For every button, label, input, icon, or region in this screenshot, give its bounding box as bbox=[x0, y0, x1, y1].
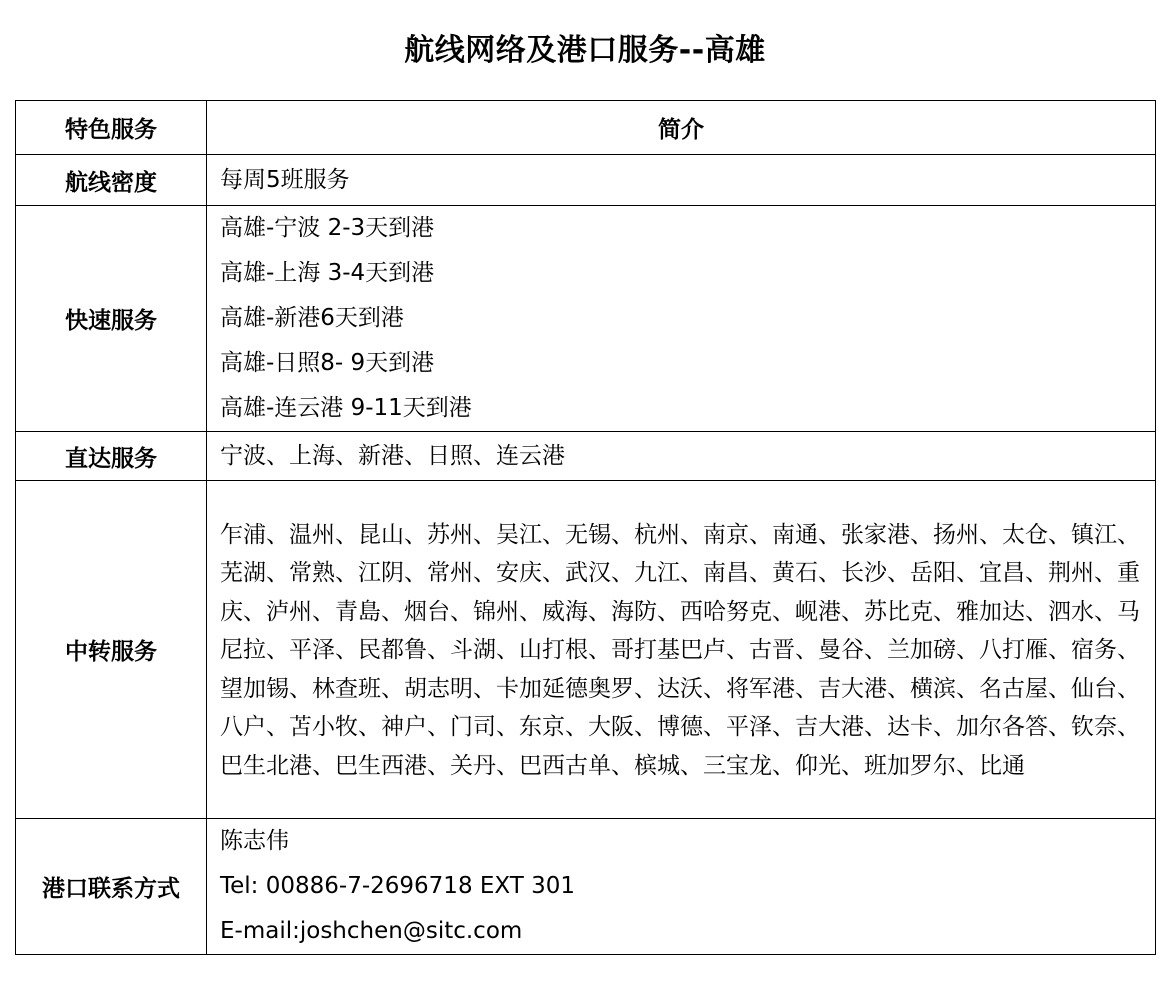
value-transfer-service bbox=[207, 481, 1156, 819]
header-introduction: 简介 bbox=[207, 101, 1156, 155]
label-transfer-service: 中转服务 bbox=[16, 481, 207, 819]
express-line: 高雄-新港6天到港 bbox=[220, 305, 404, 331]
table-header-row bbox=[16, 101, 1156, 155]
label-direct-service: 直达服务 bbox=[16, 432, 207, 481]
express-line: 高雄-宁波 2-3天到港 bbox=[220, 215, 435, 241]
label-express-service: 快速服务 bbox=[16, 206, 207, 432]
transfer-ports-text: 乍浦、温州、昆山、苏州、吴江、无锡、杭州、南京、南通、张家港、扬州、太仓、镇江、芜湖、常熟、江阴、常州、安庆、武汉、九江、南昌、黄石、长沙、岳阳、宜昌、荆州、重庆、泸州、青島、烟台、锦州、威海、海防、西哈努克、岘港、苏比克、雅加达、泗水、马尼拉、平泽、民都鲁、斗湖、山打根、哥打基巴卢、古晋、曼谷、兰加磅、八打雁、宿务、望加锡、林查班、胡志明、卡加延德奥罗、达沃、将军港、吉大港、横滨、名古屋、仙台、八户、苫小牧、神户、门司、东京、大阪、博德、平泽、吉大港、达卡、加尔各答、钦奈、巴生北港、巴生西港、关丹、巴西古单、槟城、三宝龙、仰光、班加罗尔、比通 bbox=[220, 521, 1140, 779]
contact-email[interactable]: E-mail:joshchen@sitc.com bbox=[220, 918, 523, 944]
value-direct-service: 宁波、上海、新港、日照、连云港 bbox=[207, 432, 1156, 481]
service-table bbox=[15, 100, 1156, 955]
express-line: 高雄-连云港 9-11天到港 bbox=[220, 395, 472, 421]
header-feature-service: 特色服务 bbox=[16, 101, 207, 155]
table-row-contact bbox=[16, 819, 1156, 955]
contact-phone: Tel: 00886-7-2696718 EXT 301 bbox=[220, 873, 576, 899]
value-express-service bbox=[207, 206, 1156, 432]
value-port-contact bbox=[207, 819, 1156, 955]
label-route-density: 航线密度 bbox=[16, 155, 207, 206]
table-row-transfer bbox=[16, 481, 1156, 819]
label-port-contact: 港口联系方式 bbox=[16, 819, 207, 955]
table-row-direct bbox=[16, 432, 1156, 481]
table-row-express bbox=[16, 206, 1156, 432]
contact-name: 陈志伟 bbox=[220, 828, 289, 854]
value-route-density: 每周5班服务 bbox=[207, 155, 1156, 206]
page-title: 航线网络及港口服务--高雄 bbox=[404, 33, 766, 68]
express-line: 高雄-日照8- 9天到港 bbox=[220, 350, 435, 376]
express-line: 高雄-上海 3-4天到港 bbox=[220, 260, 435, 286]
table-row-density bbox=[16, 155, 1156, 206]
